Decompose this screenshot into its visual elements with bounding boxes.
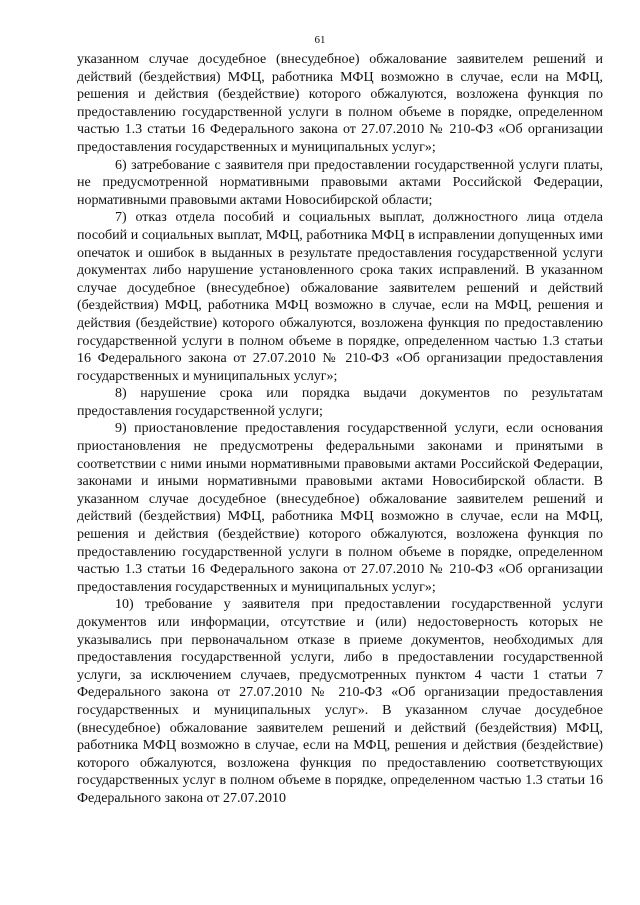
- page-number: 61: [314, 34, 326, 46]
- paragraph-continuation: указанном случае досудебное (внесудебное) обжалование заявителем решений и действий (бездействия) МФЦ, работника МФЦ возможно в случае, если на МФЦ, решения и действия (бездействие) которого обжалуются, возложена функция по предоставлению государственной услуги в полном объеме в порядке, определенном частью 1.3 статьи 16 Федерального закона от 27.07.2010 № 210-ФЗ «Об организации предоставления государственных и муниципальных услуг»;: [77, 52, 603, 155]
- paragraph-item-10: 10) требование у заявителя при предоставлении государственной услуги документов или информации, отсутствие и (или) недостоверность которых не указывались при первоначальном отказе в приеме документов, необходимых для предоставления государственной услуги, либо в предоставлении государственной услуги, за исключением случаев, предусмотренных пунктом 4 части 1 статьи 7 Федерального закона от 27.07.2010 № 210-ФЗ «Об организации предоставления государственных и муниципальных услуг». В указанном случае досудебное (внесудебное) обжалование заявителем решений и действий (бездействия) МФЦ, работника МФЦ возможно в случае, если на МФЦ, решения и действия (бездействие) которого обжалуются, возложена функция по предоставлению соответствующих государственных услуг в полном объеме в порядке, определенном частью 1.3 статьи 16 Федерального закона от 27.07.2010: [77, 597, 603, 806]
- paragraph-item-6: 6) затребование с заявителя при предоставлении государственной услуги платы, не предусмотренной нормативными правовыми актами Российской Федерации, нормативными правовыми актами Новосибирской области;: [77, 157, 603, 208]
- paragraph-item-8: 8) нарушение срока или порядка выдачи документов по результатам предоставления государственной услуги;: [77, 386, 603, 419]
- paragraph-item-9: 9) приостановление предоставления государственной услуги, если основания приостановления не предусмотрены федеральными законами и принятыми в соответствии с ними иными нормативными правовыми актами Российской Федерации, законами и иными нормативными правовыми актами Новосибирской области. В указанном случае досудебное (внесудебное) обжалование заявителем решений и действий (бездействия) МФЦ, работника МФЦ возможно в случае, если на МФЦ, решения и действия (бездействие) которого обжалуются, возложена функция по предоставлению государственной услуги в полном объеме в порядке, определенном частью 1.3 статьи 16 Федерального закона от 27.07.2010 № 210-ФЗ «Об организации предоставления государственных и муниципальных услуг»;: [77, 421, 603, 595]
- document-body: [77, 51, 603, 808]
- paragraph-item-7: 7) отказ отдела пособий и социальных выплат, должностного лица отдела пособий и социальных выплат, МФЦ, работника МФЦ в исправлении допущенных ими опечаток и ошибок в выданных в результате предоставления государственной услуги документах либо нарушение установленного срока таких исправлений. В указанном случае досудебное (внесудебное) обжалование заявителем решений и действий (бездействия) МФЦ, работника МФЦ возможно в случае, если на МФЦ, решения и действия (бездействие) которого обжалуются, возложена функция по предоставлению государственной услуги в полном объеме в порядке, определенном частью 1.3 статьи 16 Федерального закона от 27.07.2010 № 210-ФЗ «Об организации предоставления государственных и муниципальных услуг»;: [77, 210, 603, 384]
